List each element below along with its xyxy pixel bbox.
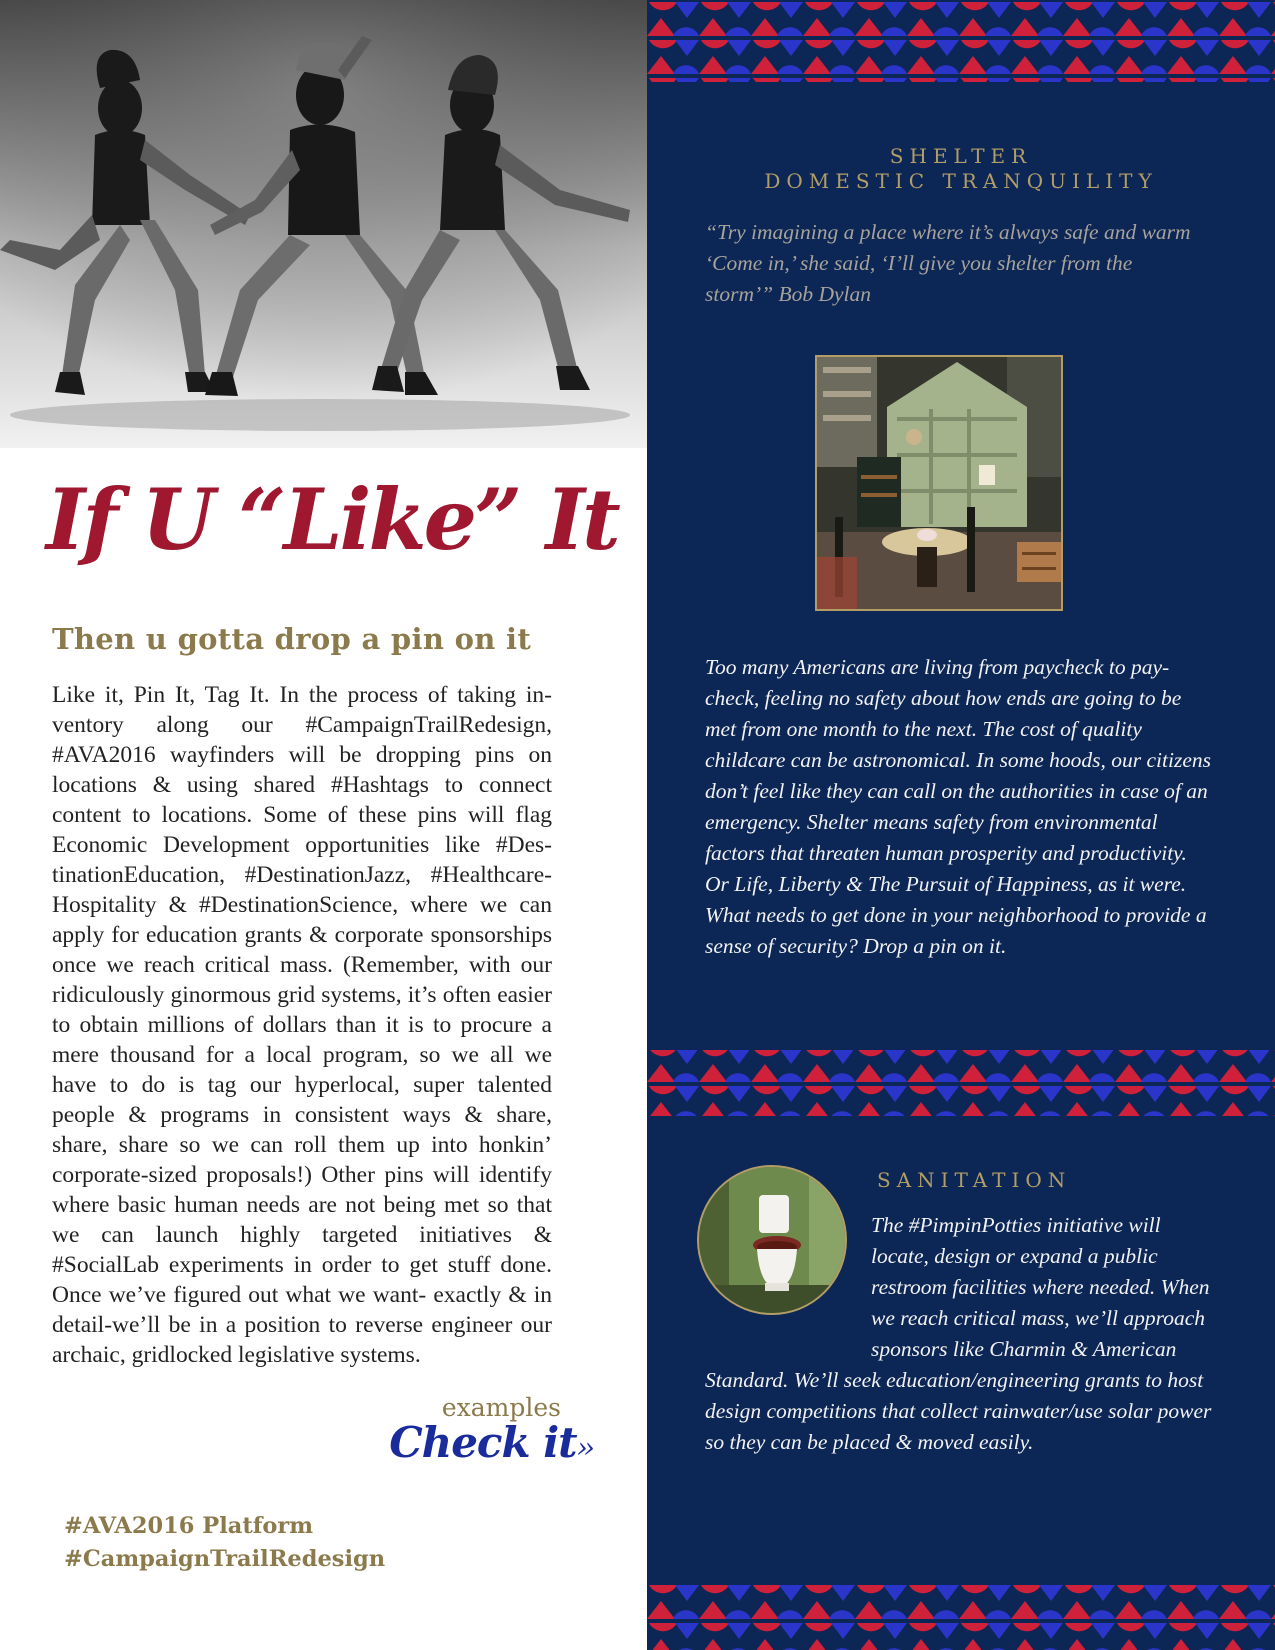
hashtag-campaign: #CampaignTrailRedesign	[64, 1546, 386, 1572]
shelter-heading: SHELTER	[889, 144, 1033, 168]
shelter-paragraph: Too many Americans are living from paycheck to paycheck, feeling no safety about how ends are going to be met from one month to the next. The cost of quality childcare can be astronomical. In some hoods, our citizens don’t feel like they can call on the authorities in case of an emergency. Shelter means safety from environmental factors that threaten human prosperity and productivity. Or Life, Liberty & The Pursuit of Happiness, as it were. What needs to get done in your neighborhood to provide a sense of security? Drop a pin on it.	[705, 655, 1211, 958]
hashtag-block	[64, 1510, 385, 1576]
double-chevron-right-icon: ››	[576, 1431, 591, 1464]
check-it-label: Check it	[389, 1418, 577, 1467]
pattern-band-top	[647, 0, 1275, 82]
sanitation-paragraph	[705, 1210, 1215, 1458]
pattern-band-middle	[647, 1050, 1275, 1116]
right-column	[647, 0, 1275, 1650]
intro-paragraph: Like it, Pin It, Tag It. In the process of taking inventory along our #CampaignTrailRedesign, #AVA2016 wayfinders will be dropping pins on locations & using shared #Hashtags to connect content to locations. Some of these pins will flag Economic Development opportunities like #DestinationEducation, #DestinationJazz, #HealthcareHospitality & #DestinationScience, where we can apply for education grants & corporate sponsorships once we reach critical mass. (Remember, with our ridiculously ginormous grid systems, it’s often easier to obtain millions of dollars than it is to procure a mere thousand for a local program, so we all we have to do is tag our hyperlocal, super talented people & programs in consistent ways & share, share, share so we can roll them up into honkin’ corporate-sized proposals!) Other pins will identify where basic human needs are not being met so that we can launch highly targeted initiatives & #SocialLab experiments in order to get stuff done. Once we’ve figured out what we want- exactly & in detail-we’ll be in a position to reverse engineer our archaic, gridlocked legislative systems.	[52, 682, 552, 1368]
page-title: If U “Like” It	[46, 470, 618, 569]
page-subtitle: Then u gotta drop a pin on it	[52, 622, 532, 656]
dancers-photo	[0, 0, 647, 448]
examples-label: examples	[441, 1393, 561, 1422]
check-it-link[interactable]	[389, 1418, 591, 1467]
hashtag-platform: #AVA2016 Platform	[64, 1513, 314, 1539]
pattern-band-bottom	[647, 1583, 1275, 1650]
sanitation-heading: SANITATION	[877, 1168, 1072, 1192]
sanitation-text: The #PimpinPotties initiative will locate, design or expand a public restroom facilities where needed. When we reach critical mass, we’ll approach sponsors like Charmin & American Standard. We’ll seek education/engineering grants to host design competitions that collect rainwater/use solar power so they can be placed & moved easily.	[705, 1213, 1212, 1454]
dylan-quote: “Try imagining a place where it’s always safe and warm ‘Come in,’ she said, ‘I’ll give you shelter from the storm’” Bob Dylan	[705, 220, 1191, 306]
dollhouse-photo	[815, 355, 1063, 611]
shelter-subheading: DOMESTIC TRANQUILITY	[764, 169, 1158, 193]
image-wrap-spacer	[705, 1210, 871, 1338]
